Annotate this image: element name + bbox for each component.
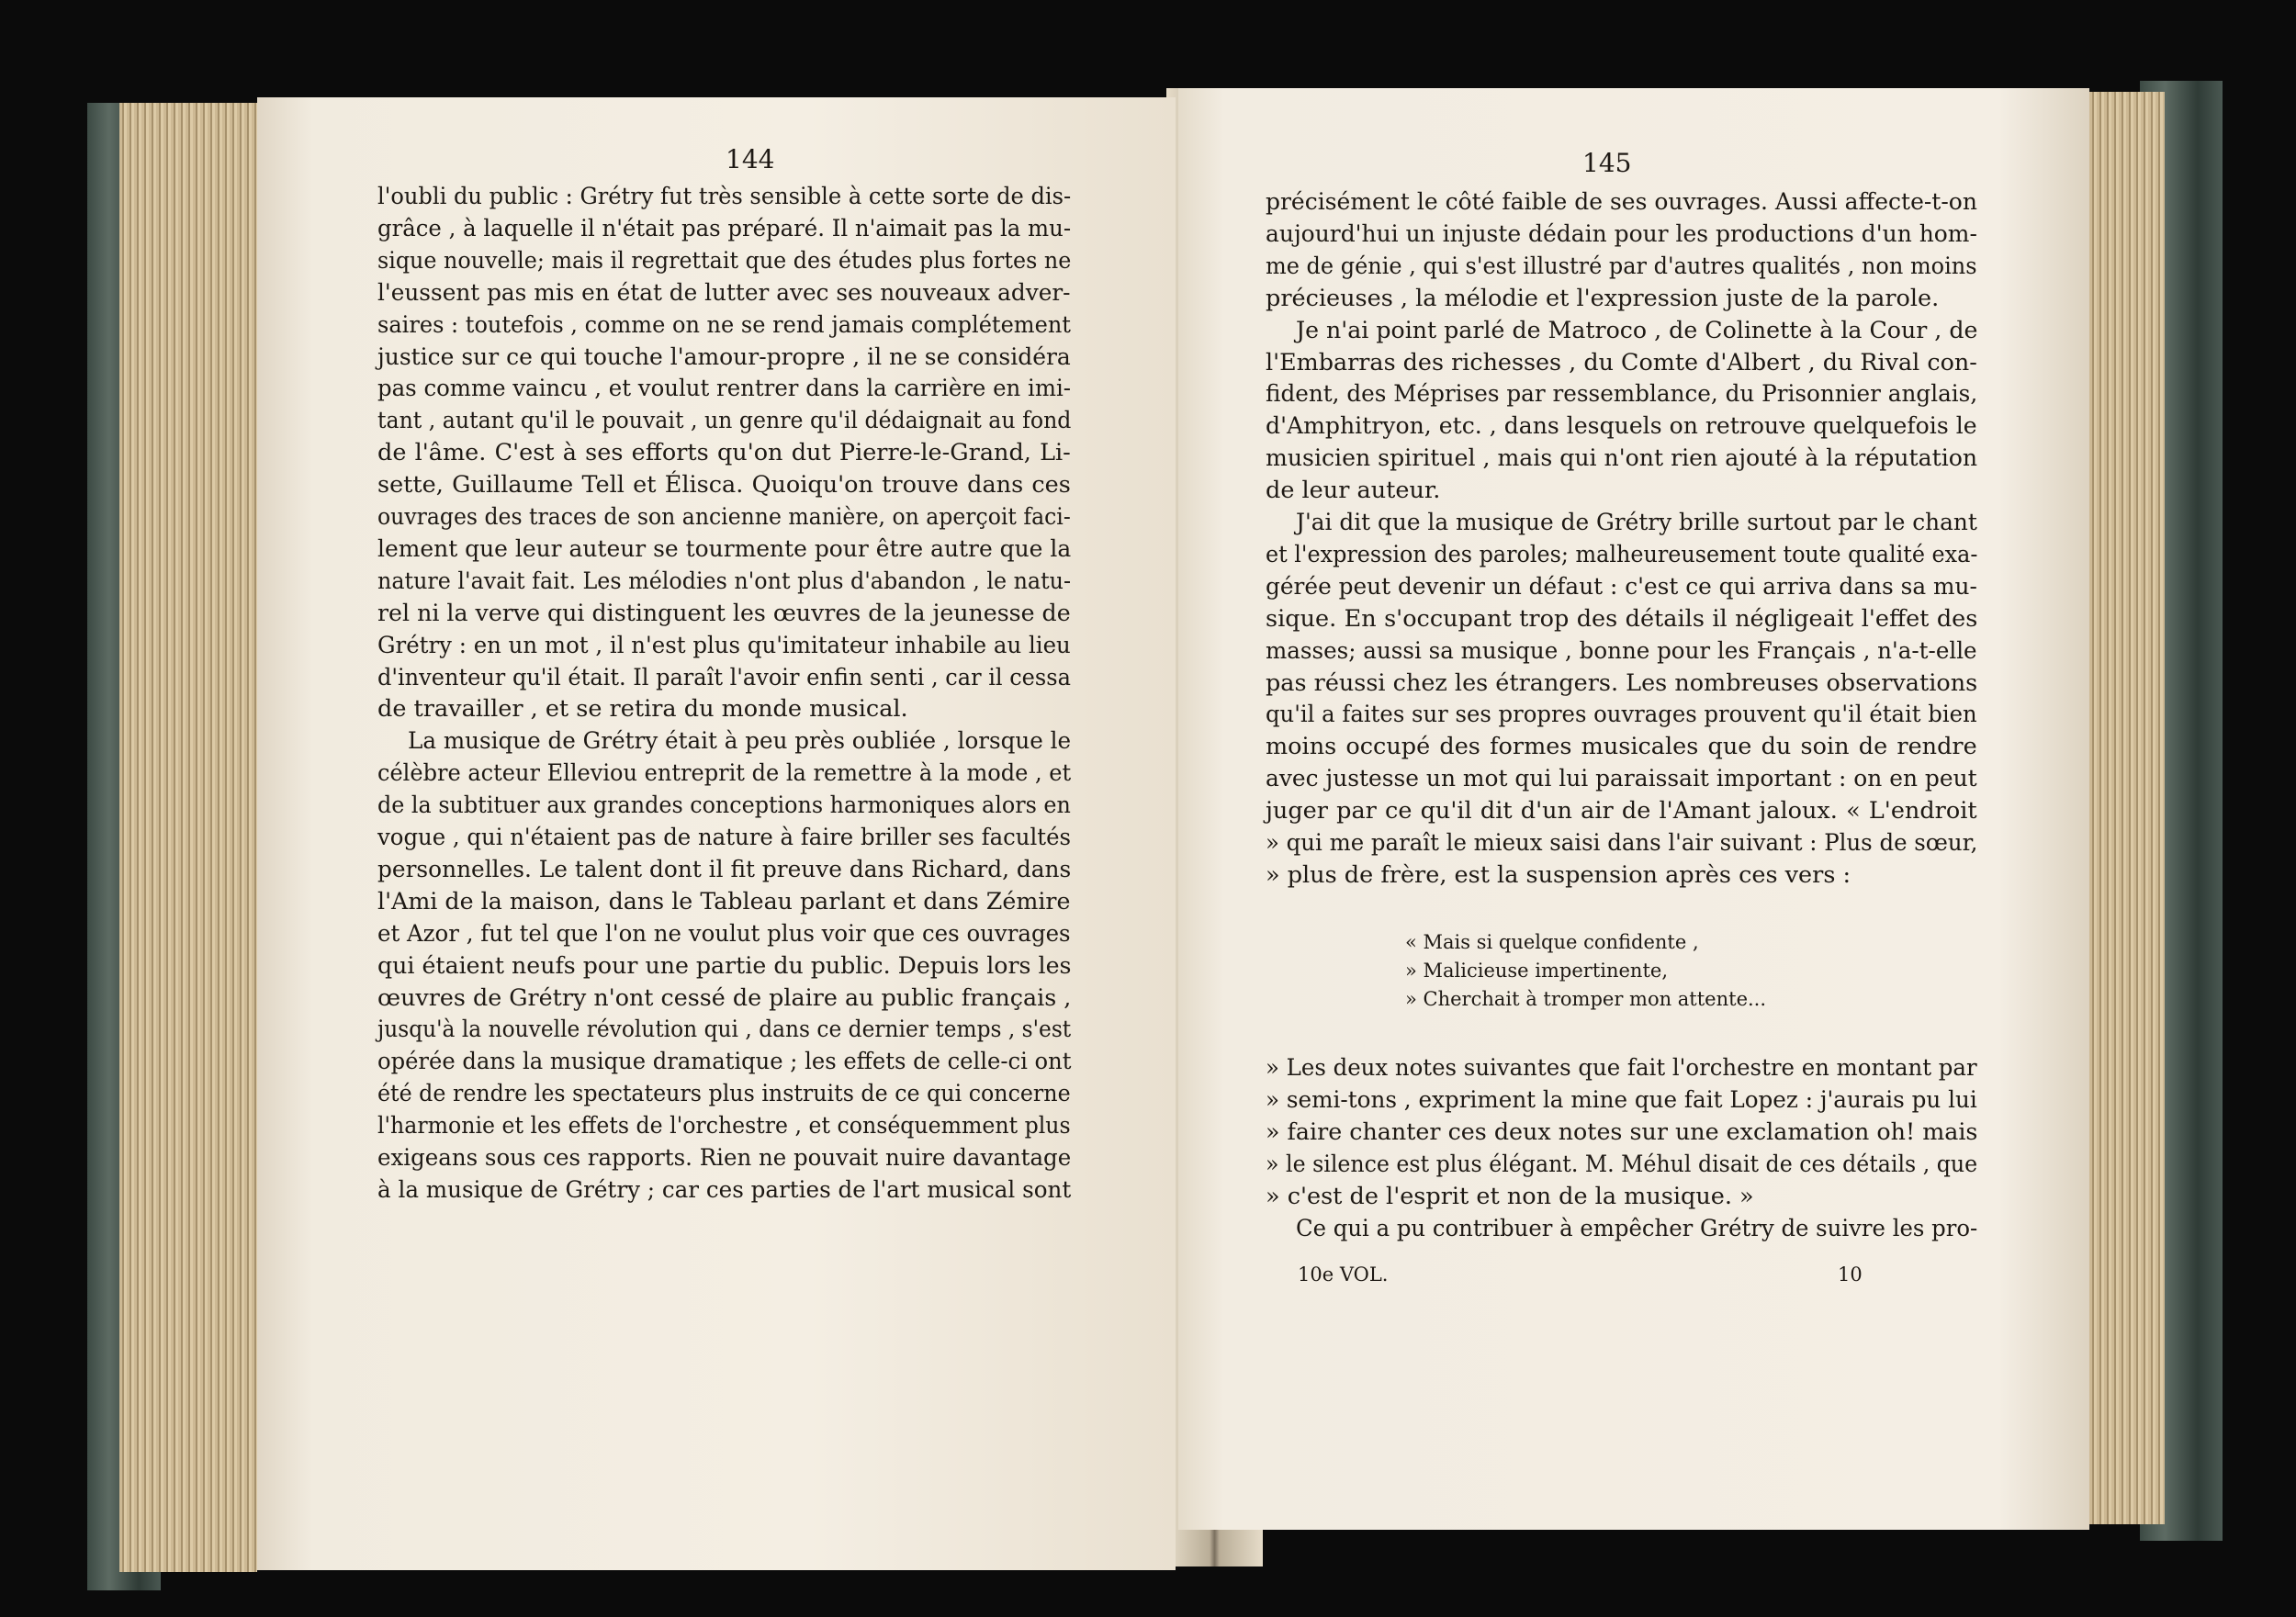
text-line: » semi-tons , expriment la mine que fait Lopez : j'aurais pu lui: [1266, 1085, 1977, 1114]
text-line: nature l'avait fait. Les mélodies n'ont plus d'abandon , le natu-: [377, 567, 1072, 595]
text-line: précieuses , la mélodie et l'expression juste de la parole.: [1266, 284, 1940, 312]
text-line: sette, Guillaume Tell et Élisca. Quoiqu'on trouve dans ces: [377, 471, 1071, 500]
text-line: l'harmonie et les effets de l'orchestre , et conséquemment plus: [377, 1112, 1071, 1140]
text-line: saires : toutefois , comme on ne se rend jamais complétement: [377, 310, 1071, 339]
text-line: Ce qui a pu contribuer à empêcher Grétry de suivre les pro-: [1296, 1214, 1978, 1242]
text-line: à la musique de Grétry ; car ces parties de l'art musical sont: [377, 1175, 1072, 1204]
text-line: sique. En s'occupant trop des détails il négligeait l'effet des: [1266, 604, 1978, 633]
text-line: gérée peut devenir un défaut : c'est ce qui arriva dans sa mu-: [1266, 572, 1977, 601]
text-line: l'oubli du public : Grétry fut très sensible à cette sorte de dis-: [377, 183, 1072, 210]
text-line: J'ai dit que la musique de Grétry brille surtout par le chant: [1296, 509, 1977, 536]
text-line: de travailler , et se retira du monde musical.: [377, 695, 908, 724]
verse-line: « Mais si quelque confidente ,: [1405, 931, 1699, 953]
text-line: moins occupé des formes musicales que du soin de rendre: [1266, 733, 1977, 761]
text-line: masses; aussi sa musique , bonne pour les Français , n'a-t-elle: [1266, 636, 1977, 665]
right-page: [1178, 88, 2089, 1530]
text-line: œuvres de Grétry n'ont cessé de plaire au public français ,: [377, 983, 1072, 1012]
text-line: justice sur ce qui touche l'amour-propre , il ne se considéra: [377, 342, 1071, 371]
text-line: » plus de frère, est la suspension après ces vers :: [1266, 860, 1851, 889]
page-number-right: 145: [1582, 148, 1632, 178]
text-line: fident, des Méprises par ressemblance, du Prisonnier anglais,: [1266, 380, 1978, 409]
text-line: grâce , à laquelle il n'était pas préparé. Il n'aimait pas la mu-: [377, 214, 1072, 242]
text-line: qu'il a faites sur ses propres ouvrages prouvent qu'il était bien: [1266, 701, 1977, 729]
text-line: précisément le côté faible de ses ouvrages. Aussi affecte-t-on: [1266, 188, 1977, 216]
left-page: [257, 97, 1176, 1570]
text-line: l'Ami de la maison, dans le Tableau parlant et dans Zémire: [377, 887, 1071, 915]
text-line: » qui me paraît le mieux saisi dans l'air suivant : Plus de sœur,: [1266, 829, 1978, 857]
text-line: me de génie , qui s'est illustré par d'autres qualités , non moins: [1266, 252, 1977, 280]
text-line: » le silence est plus élégant. M. Méhul disait de ces détails , que: [1266, 1150, 1978, 1178]
text-line: et Azor , fut tel que l'on ne voulut plus voir que ces ouvrages: [377, 919, 1071, 948]
text-line: aujourd'hui un injuste dédain pour les productions d'un hom-: [1266, 219, 1977, 248]
text-line: d'inventeur qu'il était. Il paraît l'avoir enfin senti , car il cessa: [377, 663, 1071, 691]
text-line: d'Amphitryon, etc. , dans lesquels on retrouve quelquefois le: [1266, 412, 1977, 441]
text-line: l'Embarras des richesses , du Comte d'Albert , du Rival con-: [1266, 348, 1977, 376]
signature-mark: 10e VOL.: [1298, 1263, 1389, 1286]
text-line: ouvrages des traces de son ancienne manière, on aperçoit faci-: [377, 503, 1071, 531]
text-line: pas comme vaincu , et voulut rentrer dans la carrière en imi-: [377, 375, 1072, 403]
text-line: » c'est de l'esprit et non de la musique. »: [1266, 1182, 1754, 1210]
text-line: avec justesse un mot qui lui paraissait important : on en peut: [1266, 765, 1977, 793]
text-line: été de rendre les spectateurs plus instruits de ce qui concerne: [377, 1080, 1071, 1108]
text-line: lement que leur auteur se tourmente pour être autre que la: [377, 534, 1072, 563]
text-line: de leur auteur.: [1266, 477, 1441, 505]
text-line: de l'âme. C'est à ses efforts qu'on dut Pierre-le-Grand, Li-: [377, 439, 1071, 467]
left-page-edges: [119, 103, 257, 1572]
right-page-edges: [2089, 92, 2165, 1524]
text-line: rel ni la verve qui distinguent les œuvres de la jeunesse de: [377, 599, 1071, 627]
text-line: » Les deux notes suivantes que fait l'orchestre en montant par: [1266, 1054, 1977, 1082]
text-line: opérée dans la musique dramatique ; les effets de celle-ci ont: [377, 1048, 1072, 1076]
text-line: juger par ce qu'il dit d'un air de l'Amant jaloux. « L'endroit: [1266, 797, 1977, 825]
text-line: l'eussent pas mis en état de lutter avec ses nouveaux adver-: [377, 278, 1071, 307]
text-line: qui étaient neufs pour une partie du public. Depuis lors les: [377, 951, 1072, 980]
text-line: célèbre acteur Elleviou entreprit de la remettre à la mode , et: [377, 759, 1072, 788]
text-line: et l'expression des paroles; malheureusement toute qualité exa-: [1266, 540, 1978, 568]
signature-number: 10: [1838, 1263, 1863, 1286]
text-line: Je n'ai point parlé de Matroco , de Colinette à la Cour , de: [1296, 316, 1978, 344]
text-line: vogue , qui n'étaient pas de nature à faire briller ses facultés: [377, 824, 1072, 851]
text-line: pas réussi chez les étrangers. Les nombreuses observations: [1266, 668, 1978, 697]
text-line: jusqu'à la nouvelle révolution qui , dans ce dernier temps , s'est: [377, 1016, 1072, 1044]
verse-line: » Cherchait à tromper mon attente...: [1405, 988, 1767, 1010]
text-line: musicien spirituel , mais qui n'ont rien ajouté à la réputation: [1266, 444, 1978, 473]
verse-line: » Malicieuse impertinente,: [1405, 960, 1669, 982]
text-line: personnelles. Le talent dont il fit preuve dans Richard, dans: [377, 855, 1072, 883]
text-line: La musique de Grétry était à peu près oubliée , lorsque le: [408, 727, 1072, 756]
text-line: de la subtituer aux grandes conceptions harmoniques alors en: [377, 792, 1071, 820]
text-line: sique nouvelle; mais il regrettait que des études plus fortes ne: [377, 246, 1072, 275]
text-line: » faire chanter ces deux notes sur une exclamation oh! mais: [1266, 1117, 1978, 1146]
page-number-left: 144: [726, 144, 775, 174]
text-line: tant , autant qu'il le pouvait , un genre qu'il dédaignait au fond: [377, 407, 1072, 435]
text-line: Grétry : en un mot , il n'est plus qu'imitateur inhabile au lieu: [377, 631, 1071, 659]
text-line: exigeans sous ces rapports. Rien ne pouvait nuire davantage: [377, 1144, 1072, 1172]
